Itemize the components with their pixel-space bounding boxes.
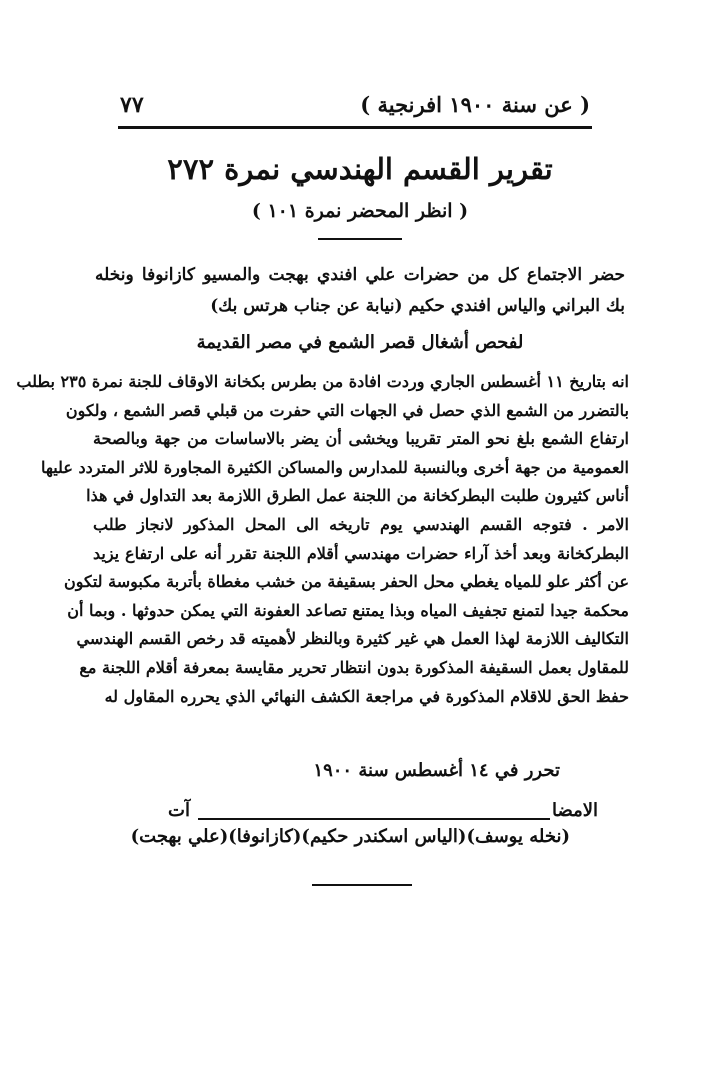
title-divider [318, 238, 402, 240]
page-number: ٧٧ [120, 92, 144, 118]
body-line: انه بتاريخ ١١ أغسطس الجاري وردت افادة من بطرس بكخانة الاوقاف للجنة نمرة ٢٣٥ بطلب [16, 372, 629, 391]
body-line: العمومية من جهة أخرى وبالنسبة للمدارس والمساكن الكثيرة المجاورة للاثر المتردد عليها [40, 457, 629, 477]
report-date: تحرر في ١٤ أغسطس سنة ١٩٠٠ [313, 760, 560, 781]
body-line: الامر . فتوجه القسم الهندسي يوم تاريخه الى المحل المذكور لانجاز طلب [93, 514, 629, 534]
page-header [120, 92, 590, 122]
body-line: البطركخانة وبعد أخذ آراء حضرات مهندسي أقلام اللجنة تقرر أنه على ارتفاع يزيد [93, 543, 629, 563]
body-line: ارتفاع الشمع بلغ نحو المتر تقريبا ويخشى أن يضر بالاساسات من جهة وبالصحة [93, 429, 629, 449]
signature-end: آت [168, 800, 190, 821]
signature-row [168, 800, 598, 828]
attendance-paragraph: حضر الاجتماع كل من حضرات علي افندي بهجت والمسيو كازانوفا ونخله بك البراني والياس افندي حكيم (نيابة عن جناب هرتس بك) [95, 265, 625, 316]
signatory-name: (الياس اسكندر حكيم) [301, 826, 467, 847]
footer-divider [312, 884, 412, 886]
signatory-name: (نخله يوسف) [466, 826, 570, 847]
signature-label: الامضا [551, 800, 598, 821]
report-subject: لفحص أشغال قصر الشمع في مصر القديمة [196, 332, 524, 353]
body-line: بالتضرر من الشمع الذي حصل في الجهات التي حفرت من قبلي قصر الشمع ، ولكون [65, 400, 629, 420]
report-body [16, 368, 629, 711]
body-line: التكاليف اللازمة لهذا العمل هي غير كثيرة وبالنظر لأهميته قد رخص القسم الهندسي [76, 629, 629, 649]
running-title: ( عن سنة ١٩٠٠ افرنجية ) [360, 92, 590, 117]
signature-line [198, 818, 550, 820]
body-line: محكمة جيدا لتمنع تجفيف المياه وبذا يمتنع تصاعد العفونة التي يمكن حدوثها . وبما أن [67, 600, 629, 620]
body-line: حفظ الحق للاقلام المذكورة في مراجعة الكشف النهائي الذي يحرره المقاول له [104, 686, 629, 706]
signatory-name: (علي بهجت) [130, 826, 229, 847]
body-line: للمقاول بعمل السقيفة المذكورة بدون انتظار تحرير مقايسة بمعرفة أقلام اللجنة مع [79, 657, 629, 677]
header-rule [118, 126, 592, 129]
signatory-name: (كازانوفا) [228, 826, 302, 847]
report-reference: ( انظر المحضر نمرة ١٠١ ) [251, 200, 469, 222]
report-title: تقرير القسم الهندسي نمرة ٢٧٢ [167, 152, 553, 186]
body-line: أناس كثيرون طلبت البطركخانة من اللجنة عمل الطرق اللازمة بعد التداول في هذا [86, 486, 629, 506]
body-line: عن أكثر علو للمياه يغطي محل الحفر بسقيفة من خشب مغطاة بأتربة مكبوسة لتكون [64, 572, 629, 592]
signatories [130, 826, 570, 847]
